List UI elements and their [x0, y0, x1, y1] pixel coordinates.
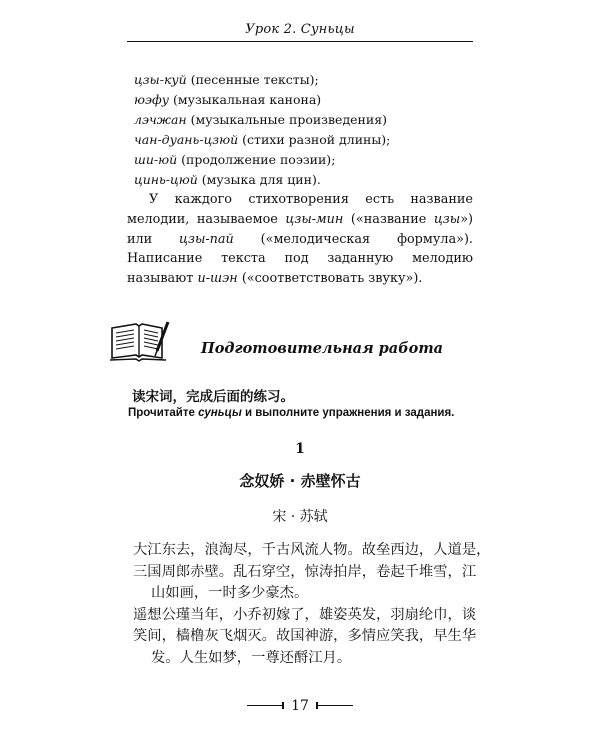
- term-desc: (музыкальная канона): [169, 92, 322, 107]
- paragraph-term: цзы-мин: [285, 211, 344, 227]
- body-paragraph: [127, 190, 473, 289]
- paragraph-text: ») или: [127, 211, 474, 247]
- paragraph-term: цзы: [433, 211, 461, 227]
- term-item: [134, 130, 474, 150]
- poem-line: 笑间，樯橹灰飞烟灭。故国神游，多情应笑我，早生华: [133, 628, 477, 644]
- poem-author: 宋 · 苏轼: [272, 509, 328, 525]
- poem-line: 山如画，一时多少豪杰。: [151, 585, 309, 601]
- poem-line: 遥想公瑾当年，小乔初嫁了，雄姿英发，羽扇纶巾，谈: [133, 606, 477, 623]
- running-header: Урок 2. Суньцы: [245, 22, 355, 37]
- page-footer: [0, 695, 600, 719]
- term-desc: (продолжение поэзии);: [177, 152, 336, 167]
- paragraph-text: У каждого стихотворения есть название мелодии, называемое: [127, 192, 473, 227]
- term-word: чан-дуань-цзюй: [134, 132, 239, 147]
- footer-rule-right: [317, 705, 353, 706]
- terms-list: [134, 70, 474, 190]
- poem-line: 大江东去，浪淘尽，千古风流人物。故垒西边，人道是，: [133, 542, 491, 558]
- term-desc: (музыкальные произведения): [186, 112, 387, 127]
- term-item: [134, 70, 474, 90]
- footer-rule-left: [247, 705, 283, 706]
- paragraph-text: («соответствовать звуку»).: [237, 271, 423, 287]
- instruction-text: и выполните упражнения и задания.: [241, 407, 455, 419]
- page-number: 17: [291, 697, 309, 714]
- term-item: [134, 150, 474, 170]
- chinese-instruction: 读宋词，完成后面的练习。: [132, 389, 294, 405]
- poem-line: 发。人生如梦，一尊还酹江月。: [151, 649, 352, 666]
- paragraph-term: цзы-пай: [179, 231, 234, 247]
- section-title: Подготовительная работа: [201, 340, 444, 357]
- term-word: ши-юй: [134, 152, 178, 167]
- book-with-pencil-icon: [108, 318, 170, 364]
- term-word: юэфу: [134, 92, 170, 107]
- term-item: [134, 110, 474, 130]
- instruction-term: суньцы: [198, 407, 242, 419]
- russian-instruction: [128, 407, 454, 419]
- term-word: цзы-куй: [134, 72, 187, 87]
- poem-number: 1: [295, 441, 305, 457]
- term-item: [134, 170, 474, 190]
- section-heading: [108, 318, 488, 368]
- term-desc: (музыка для цин).: [197, 172, 321, 187]
- paragraph-term: и-шэн: [197, 271, 238, 287]
- instruction-text: Прочитайте: [128, 407, 199, 419]
- term-desc: (стихи разной длины);: [238, 132, 391, 147]
- header-rule: [127, 41, 473, 42]
- term-desc: (песенные тексты);: [186, 72, 319, 87]
- paragraph-text: («мелодическая формула»). Написание текста под заданную мелодию называют: [127, 231, 474, 287]
- paragraph-text: («название: [343, 211, 434, 227]
- term-word: цинь-цюй: [134, 172, 198, 187]
- term-word: лэчжан: [134, 112, 187, 127]
- poem-title: 念奴娇 · 赤壁怀古: [239, 472, 361, 490]
- poem-line: 三国周郎赤壁。乱石穿空，惊涛拍岸，卷起千堆雪，江: [133, 563, 477, 580]
- term-item: [134, 90, 474, 110]
- poem-body: [133, 540, 491, 669]
